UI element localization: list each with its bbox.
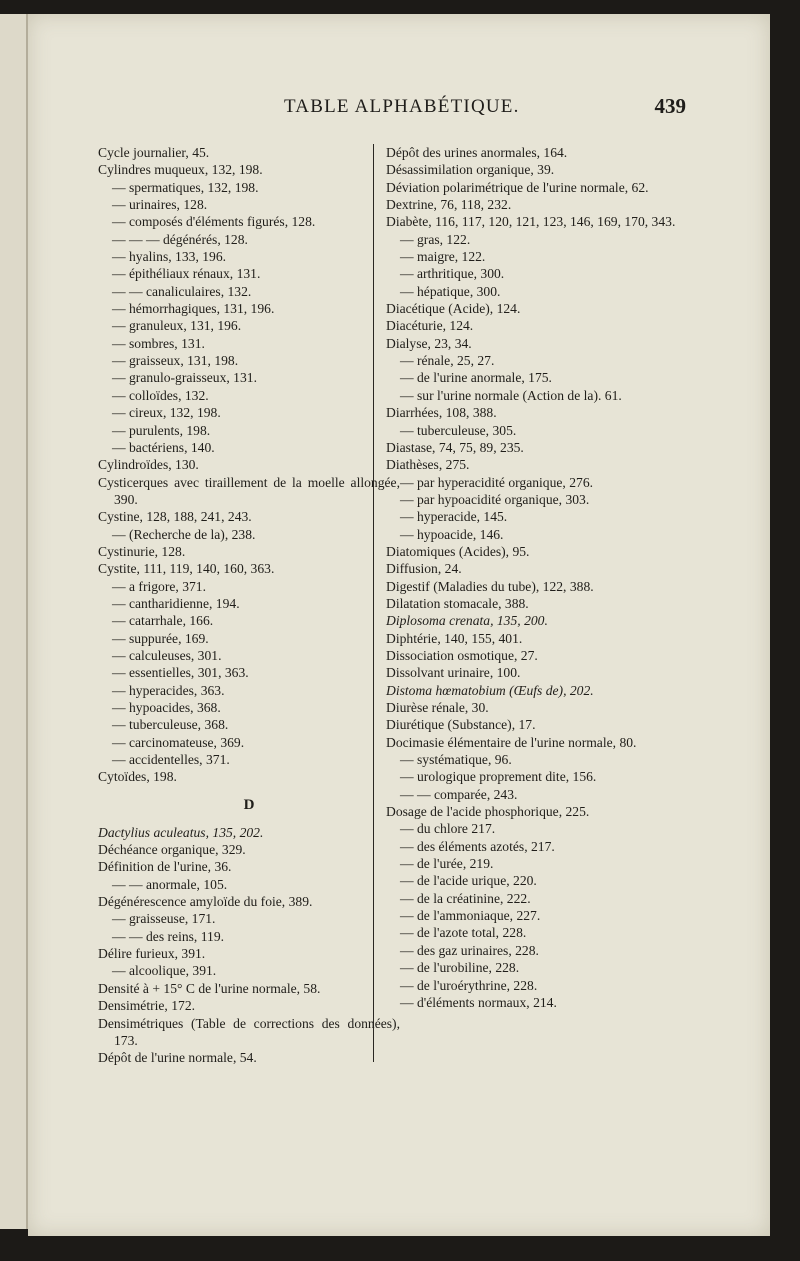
index-entry: Cycle journalier, 45. <box>98 145 210 160</box>
index-entry: Dextrine, 76, 118, 232. <box>386 197 512 213</box>
index-entry: — cantharidienne, 194. <box>112 595 240 611</box>
index-entry: — de l'azote total, 228. <box>400 925 527 941</box>
index-entry: — graisseuse, 171. <box>112 911 216 927</box>
index-entry: Diastase, 74, 75, 89, 235. <box>386 439 524 455</box>
index-entry: — tuberculeuse, 368. <box>112 717 229 733</box>
index-entry: Déviation polarimétrique de l'urine normale, 62. <box>386 179 649 195</box>
index-entry: — par hyperacidité organique, 276. <box>400 474 594 490</box>
index-entry: Cystine, 128, 188, 241, 243. <box>98 509 252 525</box>
index-entry: — hypoacide, 146. <box>400 526 504 542</box>
index-entry: Densimétriques (Table de corrections des données), 173. <box>98 1015 400 1048</box>
index-entry: Cystinurie, 128. <box>98 543 186 559</box>
index-entry: — rénale, 25, 27. <box>400 353 495 369</box>
index-entry: Diatomiques (Acides), 95. <box>386 543 530 559</box>
index-entry: — essentielles, 301, 363. <box>112 665 249 681</box>
index-entry: Diathèses, 275. <box>386 457 470 473</box>
index-entry: — d'éléments normaux, 214. <box>400 994 557 1010</box>
index-entry: Diacéturie, 124. <box>386 318 474 334</box>
index-column-right <box>386 144 686 1011</box>
index-entry: Dépôt de l'urine normale, 54. <box>98 1050 257 1066</box>
index-entry: Cytoïdes, 198. <box>98 769 177 785</box>
index-entry: Diurèse rénale, 30. <box>386 700 489 715</box>
index-entry: — de l'urine anormale, 175. <box>400 370 552 386</box>
index-entry: — hépatique, 300. <box>400 283 501 299</box>
index-entry: Dialyse, 23, 34. <box>386 335 472 351</box>
index-entry: — calculeuses, 301. <box>112 647 222 663</box>
index-entry: — — canaliculaires, 132. <box>112 283 252 299</box>
book-page <box>28 14 770 1236</box>
section-letter-d: D <box>243 796 255 813</box>
index-entry: — hyperacide, 145. <box>400 509 508 525</box>
index-entry: — — — dégénérés, 128. <box>112 231 248 247</box>
index-entry: — purulents, 198. <box>112 422 211 438</box>
index-entry: — urologique proprement dite, 156. <box>400 769 597 785</box>
page-number: 439 <box>654 94 686 118</box>
index-entry: Diacétique (Acide), 124. <box>386 301 521 317</box>
index-entry: — arthritique, 300. <box>400 266 505 282</box>
index-entry: — catarrhale, 166. <box>112 613 214 629</box>
index-entry: — colloïdes, 132. <box>112 387 209 403</box>
index-entry: Densimétrie, 172. <box>98 998 196 1014</box>
index-entry: Cystite, 111, 119, 140, 160, 363. <box>98 561 275 577</box>
index-entry: Densité à + 15° C de l'urine normale, 58. <box>98 980 321 996</box>
index-entry: — systématique, 96. <box>400 752 512 768</box>
page-title: TABLE ALPHABÉTIQUE. <box>284 96 520 117</box>
index-entry: Désassimilation organique, 39. <box>386 162 555 178</box>
index-entry: Diarrhées, 108, 388. <box>386 405 497 421</box>
page-header <box>28 96 770 126</box>
index-entry: — a frigore, 371. <box>112 578 206 594</box>
index-entry: — de la créatinine, 222. <box>400 890 531 906</box>
index-entry: — de l'ammoniaque, 227. <box>400 908 541 924</box>
index-entry: Définition de l'urine, 36. <box>98 859 232 875</box>
index-entry: — suppurée, 169. <box>112 630 209 646</box>
index-entry: Docimasie élémentaire de l'urine normale, 80. <box>386 734 637 750</box>
index-entry: — hyperacides, 363. <box>112 682 225 698</box>
index-entry: — graisseux, 131, 198. <box>112 353 239 369</box>
index-entry: — par hypoacidité organique, 303. <box>400 491 590 507</box>
index-entry: Délire furieux, 391. <box>98 946 206 962</box>
index-entry: Dégénérescence amyloïde du foie, 389. <box>98 894 313 910</box>
index-entry: — granuleux, 131, 196. <box>112 318 242 334</box>
index-entry: Distoma hœmatobium (Œufs de), 202. <box>386 682 594 698</box>
index-entry: — de l'urée, 219. <box>400 856 494 872</box>
index-entry: — gras, 122. <box>400 231 471 247</box>
index-entry: Diabète, 116, 117, 120, 121, 123, 146, 169, 170, 343. <box>386 214 676 230</box>
index-entry: — hyalins, 133, 196. <box>112 249 227 265</box>
index-entry: Dissociation osmotique, 27. <box>386 647 538 663</box>
index-entry: — alcoolique, 391. <box>112 963 217 979</box>
index-entry: — granulo-graisseux, 131. <box>112 370 257 386</box>
previous-page-edge <box>0 14 28 1229</box>
index-entry: — sur l'urine normale (Action de la). 61. <box>400 387 622 403</box>
index-entry: — de l'urobiline, 228. <box>400 960 520 976</box>
index-entry: Diurétique (Substance), 17. <box>386 717 536 733</box>
index-entry: — — comparée, 243. <box>400 786 518 802</box>
index-entry: Cylindres muqueux, 132, 198. <box>98 162 263 178</box>
index-entry: Diphtérie, 140, 155, 401. <box>386 630 523 646</box>
index-entry: Dilatation stomacale, 388. <box>386 595 529 611</box>
index-entry: Dactylius aculeatus, 135, 202. <box>98 824 264 840</box>
index-entry: — sombres, 131. <box>112 335 205 351</box>
index-entry: — cireux, 132, 198. <box>112 405 221 421</box>
index-entry: — composés d'éléments figurés, 128. <box>112 214 316 230</box>
index-entry: — urinaires, 128. <box>112 197 208 213</box>
index-entry: — carcinomateuse, 369. <box>112 734 245 750</box>
index-entry: — spermatiques, 132, 198. <box>112 179 259 195</box>
index-entry: — maigre, 122. <box>400 249 486 265</box>
index-entry: — bactériens, 140. <box>112 439 215 455</box>
index-entry: — hypoacides, 368. <box>112 700 221 715</box>
index-entry: Cylindroïdes, 130. <box>98 457 199 473</box>
index-entry: Dépôt des urines anormales, 164. <box>386 145 568 160</box>
index-entry: Dissolvant urinaire, 100. <box>386 665 521 681</box>
index-entry: — de l'uroérythrine, 228. <box>400 977 538 993</box>
index-entry: — tuberculeuse, 305. <box>400 422 517 438</box>
index-entry: — du chlore 217. <box>400 821 496 837</box>
index-entry: Cysticerques avec tiraillement de la moelle allongée, 390. <box>98 474 400 507</box>
index-entry: — accidentelles, 371. <box>112 752 230 768</box>
index-entry: — (Recherche de la), 238. <box>112 526 256 542</box>
index-entry: Déchéance organique, 329. <box>98 842 246 858</box>
index-entry: — de l'acide urique, 220. <box>400 873 537 889</box>
index-entry: — des éléments azotés, 217. <box>400 838 555 854</box>
index-column-left <box>98 144 400 1067</box>
index-entry: Dosage de l'acide phosphorique, 225. <box>386 804 590 820</box>
index-entry: — des gaz urinaires, 228. <box>400 942 539 958</box>
index-entry: Diplosoma crenata, 135, 200. <box>386 613 548 629</box>
index-entry: — épithéliaux rénaux, 131. <box>112 266 261 282</box>
index-entry: Digestif (Maladies du tube), 122, 388. <box>386 578 594 594</box>
index-entry: Diffusion, 24. <box>386 561 462 577</box>
index-entry: — — anormale, 105. <box>112 876 228 892</box>
index-entry: — hémorrhagiques, 131, 196. <box>112 301 275 317</box>
index-entry: — — des reins, 119. <box>112 928 225 944</box>
